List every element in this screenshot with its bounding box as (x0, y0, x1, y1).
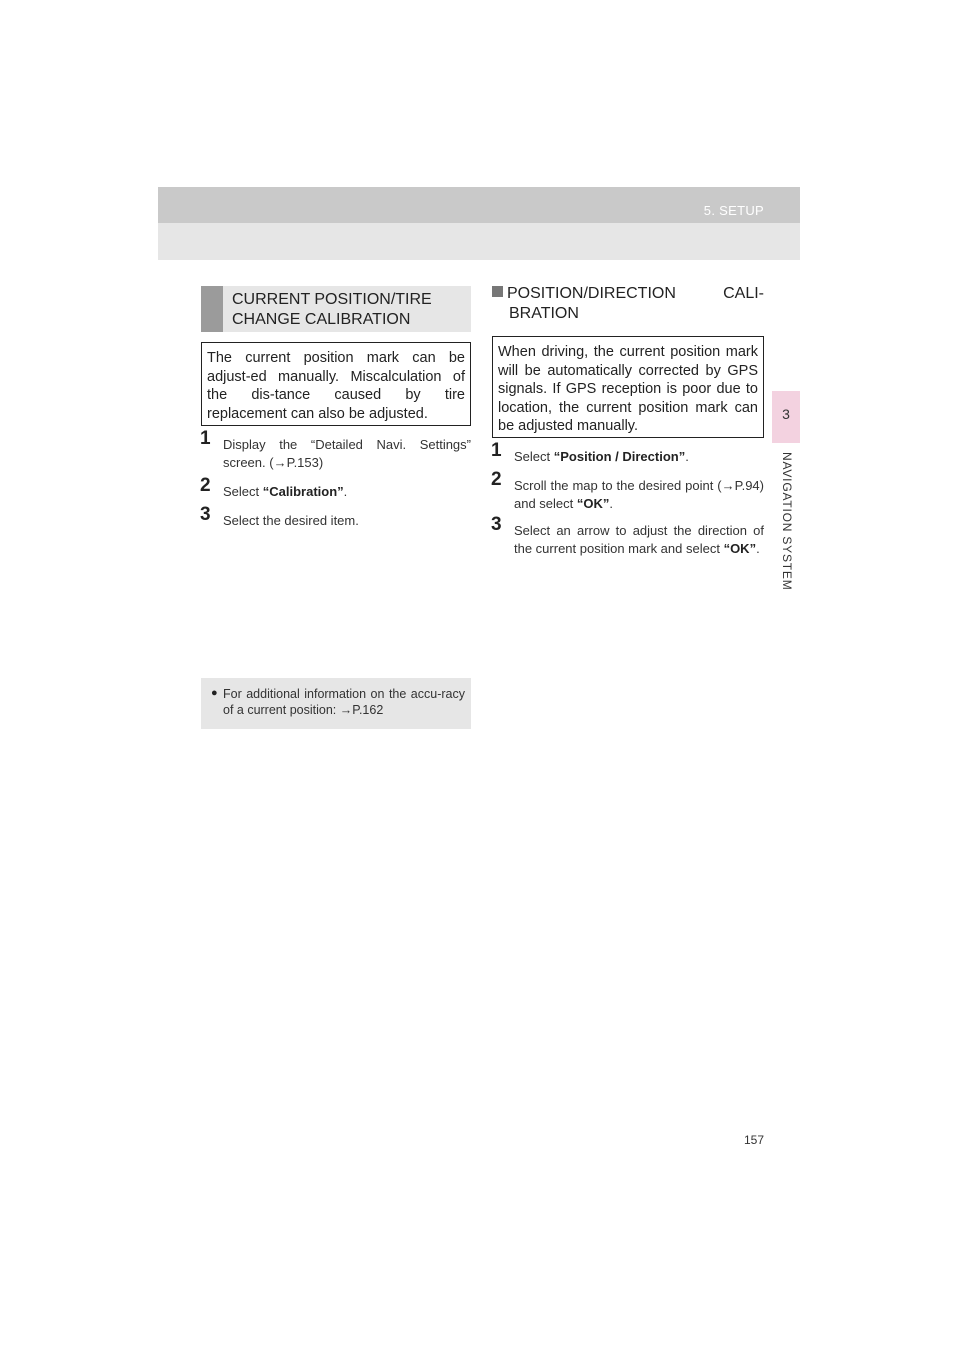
menu-option-position-direction: “Position / Direction” (553, 449, 686, 464)
step-text: Select (223, 484, 263, 499)
step-text: Select the desired item. (223, 513, 359, 528)
ok-option: “OK” (723, 541, 757, 556)
step-number: 3 (491, 514, 502, 535)
step-2: 2 Select “Calibration”. (200, 475, 348, 499)
step-number: 3 (200, 504, 211, 525)
step-1: 1 Select “Position / Direction”. (491, 440, 689, 464)
section-label: 5. SETUP (703, 203, 764, 218)
info-text: For additional information on the accu-racy of a current position: →P.162 (223, 687, 465, 717)
step-1 (200, 428, 471, 472)
step-3: 3 Select an arrow to adjust the direction of the current position mark and select “OK”. (491, 514, 764, 556)
step-number: 2 (200, 475, 211, 496)
ok-option: “OK” (576, 496, 610, 511)
square-bullet-icon (492, 286, 503, 297)
info-box (201, 678, 471, 729)
intro-note: The current position mark can be adjust-ed manually. Miscalculation of the dis-tance caused by tire replacement can also be adjusted. (201, 342, 471, 426)
step-3 (200, 504, 471, 530)
step-number: 1 (491, 440, 502, 461)
step-2: 2 Scroll the map to the desired point (→P.94) and select “OK”. (491, 469, 764, 511)
chapter-title: NAVIGATION SYSTEM (780, 452, 794, 591)
section-heading-box (201, 286, 471, 332)
calibration-note: When driving, the current position mark will be automatically corrected by GPS signals. If GPS reception is poor due to location, the current position mark can be adjusted manually. (492, 336, 764, 438)
menu-option-calibration: “Calibration” (262, 484, 344, 499)
header-subband (158, 223, 800, 260)
section-heading: CURRENT POSITION/TIRE CHANGE CALIBRATION (232, 291, 432, 328)
page-number: 157 (743, 1133, 764, 1147)
heading-accent-bar (201, 286, 223, 332)
step-text: Display the “Detailed Navi. Settings” screen. (→P.153) (223, 437, 471, 470)
subsection-heading: POSITION/DIRECTION CALI- BRATION (492, 284, 764, 324)
step-number: 1 (200, 428, 211, 449)
step-number: 2 (491, 469, 502, 490)
bullet-icon: ● (211, 687, 218, 699)
chapter-number: 3 (782, 406, 790, 422)
